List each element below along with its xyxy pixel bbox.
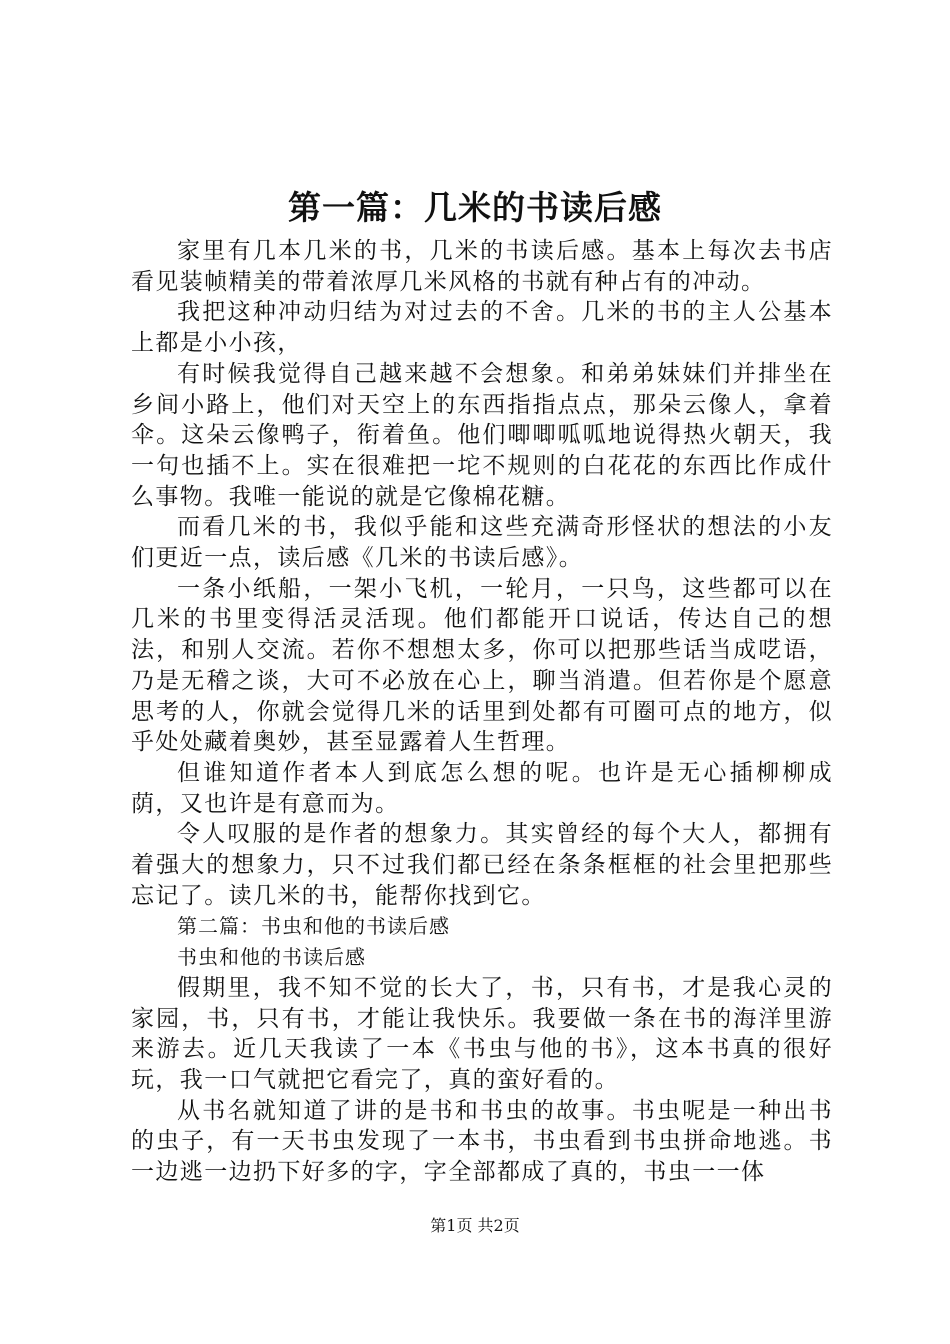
- paragraph: 从书名就知道了讲的是书和书虫的故事。书虫呢是一种出书的虫子，有一天书虫发现了一本书，书虫看到书虫拼命地逃。书一边逃一边扔下好多的字，字全部都成了真的，书虫一一体: [131, 1097, 833, 1186]
- paragraph: 有时候我觉得自己越来越不会想象。和弟弟妹妹们并排坐在乡间小路上，他们对天空上的东西指指点点，那朵云像人，拿着伞。这朵云像鸭子，衔着鱼。他们唧唧呱呱地说得热火朝天，我一句也插不上。实在很难把一坨不规则的白花花的东西比作成什么事物。我唯一能说的就是它像棉花糖。: [131, 360, 833, 510]
- page-title: 第一篇：几米的书读后感: [288, 188, 662, 227]
- page-footer: 第1页 共2页: [430, 1216, 520, 1235]
- paragraph: 令人叹服的是作者的想象力。其实曾经的每个大人，都拥有着强大的想象力，只不过我们都已经在条条框框的社会里把那些忘记了。读几米的书，能帮你找到它。: [131, 821, 833, 909]
- paragraph: 一条小纸船，一架小飞机，一轮月，一只鸟，这些都可以在几米的书里变得活灵活现。他们都能开口说话，传达自己的想法，和别人交流。若你不想想太多，你可以把那些话当成呓语，乃是无稽之谈，大可不必放在心上，聊当消遣。但若你是个愿意思考的人，你就会觉得几米的话里到处都有可圈可点的地方，似乎处处藏着奥妙，甚至显露着人生哲理。: [131, 575, 833, 756]
- paragraph: 我把这种冲动归结为对过去的不舍。几米的书的主人公基本上都是小小孩，: [131, 299, 833, 357]
- section-subheading: 书虫和他的书读后感: [177, 945, 366, 970]
- paragraph: 而看几米的书，我似乎能和这些充满奇形怪状的想法的小友们更近一点，读后感《几米的书读后感》。: [131, 514, 833, 572]
- paragraph: 假期里，我不知不觉的长大了，书，只有书，才是我心灵的家园，书，只有书，才能让我快乐。我要做一条在书的海洋里游来游去。近几天我读了一本《书虫与他的书》，这本书真的很好玩，我一口气就把它看完了，真的蛮好看的。: [131, 974, 833, 1093]
- paragraph: 家里有几本几米的书，几米的书读后感。基本上每次去书店看见装帧精美的带着浓厚几米风格的书就有种占有的冲动。: [131, 238, 833, 295]
- document-body: [131, 236, 833, 1188]
- paragraph: 但谁知道作者本人到底怎么想的呢。也许是无心插柳柳成荫，又也许是有意而为。: [131, 759, 833, 817]
- section-heading: 第二篇：书虫和他的书读后感: [177, 914, 450, 939]
